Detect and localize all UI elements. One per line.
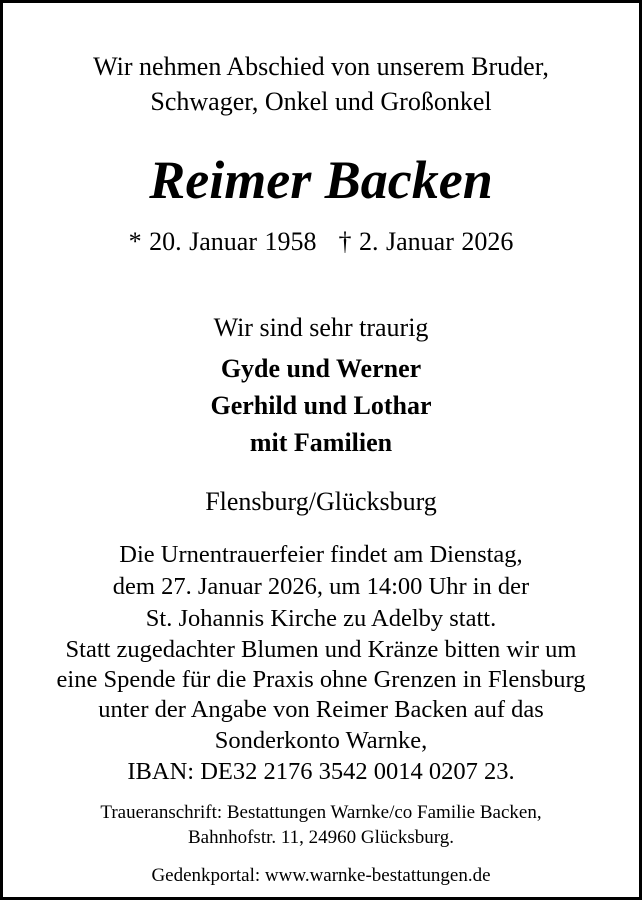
mourners-3: mit Familien bbox=[249, 428, 393, 457]
donation-line-4: Sonderkonto Warnke, bbox=[214, 727, 428, 754]
ceremony-line-1: Die Urnentrauerfeier findet am Dienstag, bbox=[119, 541, 523, 568]
deceased-name: Reimer Backen bbox=[149, 150, 493, 210]
donation-line-1: Statt zugedachter Blumen und Kränze bitten wir um bbox=[65, 636, 577, 663]
ceremony-line-3: St. Johannis Kirche zu Adelby statt. bbox=[145, 605, 497, 632]
life-dates bbox=[3, 229, 639, 255]
donation-line-3: unter der Angabe von Reimer Backen auf das bbox=[98, 696, 544, 723]
donation-line-2: eine Spende für die Praxis ohne Grenzen in Flensburg bbox=[56, 666, 586, 693]
mourners-2: Gerhild und Lothar bbox=[210, 391, 432, 420]
death-date: † 2. Januar 2026 bbox=[338, 227, 514, 256]
place: Flensburg/Glücksburg bbox=[205, 487, 437, 516]
ceremony-line-2: dem 27. Januar 2026, um 14:00 Uhr in der bbox=[112, 573, 530, 600]
birth-date: * 20. Januar 1958 bbox=[128, 227, 317, 256]
memorial-portal: Gedenkportal: www.warnke-bestattungen.de bbox=[151, 865, 491, 886]
address-line-2: Bahnhofstr. 11, 24960 Glücksburg. bbox=[188, 827, 454, 848]
address-line-1: Traueranschrift: Bestattungen Warnke/co Familie Backen, bbox=[100, 802, 542, 823]
intro-line-1: Wir nehmen Abschied von unserem Bruder, bbox=[93, 52, 549, 81]
mourners-1: Gyde und Werner bbox=[220, 354, 422, 383]
iban-line: IBAN: DE32 2176 3542 0014 0207 23. bbox=[127, 758, 515, 785]
mourning-line: Wir sind sehr traurig bbox=[213, 313, 429, 342]
intro-line-2: Schwager, Onkel und Großonkel bbox=[150, 87, 492, 116]
